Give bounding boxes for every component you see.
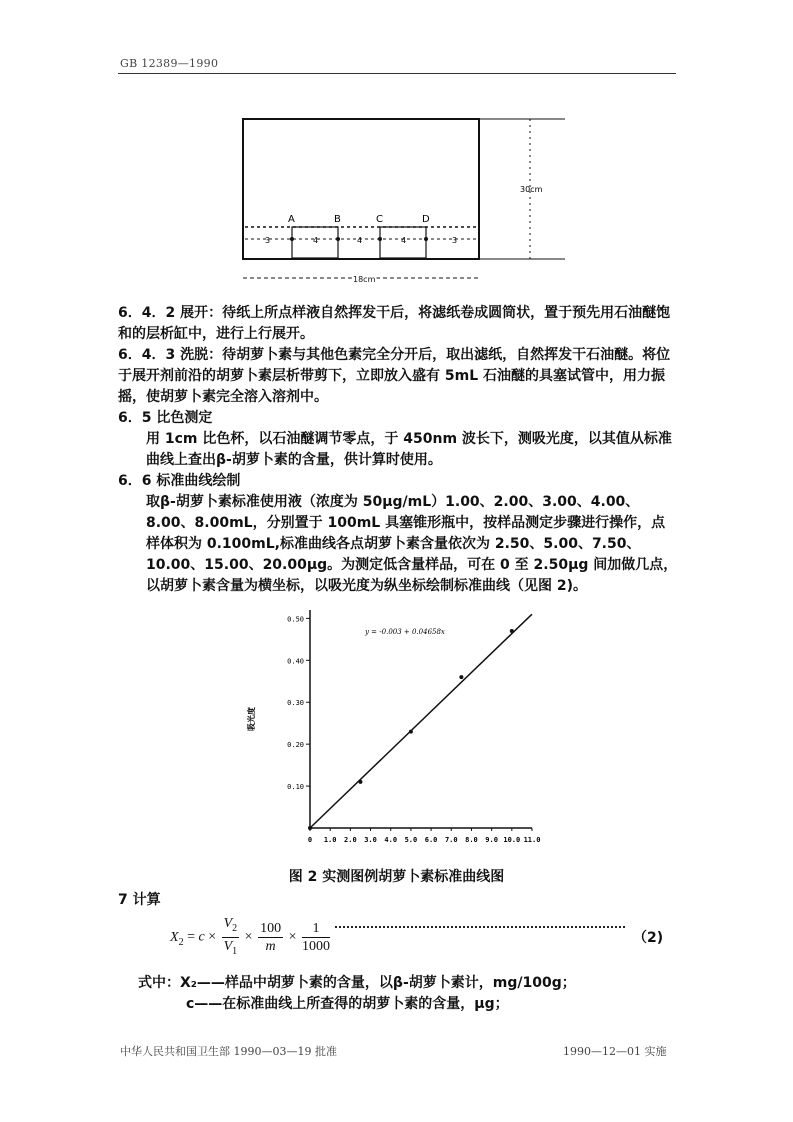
definition-x2: 式中：X₂——样品中胡萝卜素的含量，以β-胡萝卜素计，mg/100g； [138, 975, 576, 991]
para-6-4-3: 6．4．3 洗脱：待胡萝卜素与其他色素完全分开后，取出滤纸，自然挥发干石油醚。将位于展开剂前沿的胡萝卜素层析带剪下，立即放入盛有 5mL 石油醚的具塞试管中，用力振摇，使胡萝卜素完全溶入溶剂中。 [118, 347, 671, 405]
x-tick-label: 9.0 [485, 836, 498, 844]
formula-lhs: $X_2$ [170, 929, 184, 948]
heading-6-5: 6．5 比色测定 [118, 410, 213, 426]
heading-7: 7 计算 [118, 892, 161, 908]
x-tick-label: 4.0 [384, 836, 398, 844]
header-rule [118, 73, 676, 74]
formula-c: c [198, 929, 205, 945]
y-tick-label: 0.10 [287, 783, 304, 792]
para-6-5: 用 1cm 比色杯，以石油醚调节零点，于 450nm 波长下，测吸光度，以其值从标准曲线上查出β-胡萝卜素的含量，供计算时使用。 [146, 431, 672, 468]
y-tick-label: 0.30 [287, 699, 304, 708]
y-tick-label: 0.50 [287, 615, 304, 624]
width-label: 18cm [353, 275, 376, 284]
spotting-diagram [240, 100, 570, 290]
x-tick-label: 5.0 [404, 836, 418, 844]
label-d: D [422, 214, 430, 225]
data-point [358, 780, 362, 784]
x-tick-label: 10.0 [503, 836, 521, 844]
data-point [409, 730, 413, 734]
x-tick-label: 6.0 [424, 836, 438, 844]
x-tick-label: 3.0 [364, 836, 377, 844]
y-tick-label: 0.40 [287, 657, 304, 666]
para-6-4-2: 6．4．2 展开：待纸上所点样液自然挥发干后，将滤纸卷成圆筒状，置于预先用石油醚饱和的层析缸中，进行上行展开。 [118, 305, 671, 342]
label-a: A [288, 214, 295, 225]
label-c: C [376, 214, 383, 225]
x-tick-label: 2.0 [344, 836, 357, 844]
standard-curve-chart [240, 600, 550, 855]
effective-date: 1990—12—01 实施 [563, 1045, 667, 1058]
y-tick-label: 0.20 [287, 741, 304, 750]
x-tick-label: 0 [307, 836, 313, 844]
seg-5: 3 [452, 236, 458, 245]
y-axis-label: 吸光度 [247, 707, 256, 731]
formula-2: $X_2 = c$ × $\frac{V_2}{V_1}$ × $\frac{100}{m}$ × $\frac{1}{1000}$ [170, 915, 332, 960]
para-6-6: 取β-胡萝卜素标准使用液（浓度为 50μg/mL）1.00、2.00、3.00、4.00、8.00、8.00mL，分别置于 100mL 具塞锥形瓶中，按样品测定步骤进行操作，点样体积为 0.100mL,标准曲线各点胡萝卜素含量依次为 2.50、5.00、7.50、10.00、15.00、20.00μg。为测定低含量样品，可在 0 至 2.50μg 间加做几点，以胡萝卜素含量为横坐标，以吸光度为纵坐标绘制标准曲线（见图 2)。 [146, 494, 678, 594]
fraction-1-1000: $\frac{1}{1000}$ [301, 920, 330, 954]
data-point [510, 629, 514, 633]
approval-date: 中华人民共和国卫生部 1990—03—19 批准 [120, 1045, 337, 1058]
figure-2-caption: 图 2 实测图例胡萝卜素标准曲线图 [288, 869, 505, 885]
seg-4: 4 [401, 236, 407, 245]
equation-number: （2) [633, 930, 664, 946]
fit-line [310, 614, 532, 828]
height-label: 30cm [520, 185, 543, 194]
fraction-100-m: $\frac{100}{m}$ [260, 920, 282, 954]
seg-2: 4 [313, 236, 319, 245]
data-point [308, 826, 312, 830]
heading-6-6: 6．6 标准曲线绘制 [118, 473, 241, 489]
label-b: B [334, 214, 341, 225]
seg-1: 3 [265, 236, 271, 245]
data-point [459, 675, 463, 679]
document-code: GB 12389—1990 [120, 57, 219, 70]
seg-3: 4 [357, 236, 363, 245]
equation-label: y = -0.003 + 0.04658x [365, 628, 445, 636]
x-tick-label: 8.0 [465, 836, 478, 844]
definition-c: c——在标准曲线上所查得的胡萝卜素的含量，μg； [186, 996, 509, 1012]
fraction-v2-v1: $\frac{V_2}{V_1}$ [223, 916, 238, 957]
leader-dots [335, 926, 625, 928]
x-tick-label: 7.0 [444, 836, 458, 844]
x-tick-label: 11.0 [523, 836, 541, 844]
x-tick-label: 1.0 [323, 836, 337, 844]
